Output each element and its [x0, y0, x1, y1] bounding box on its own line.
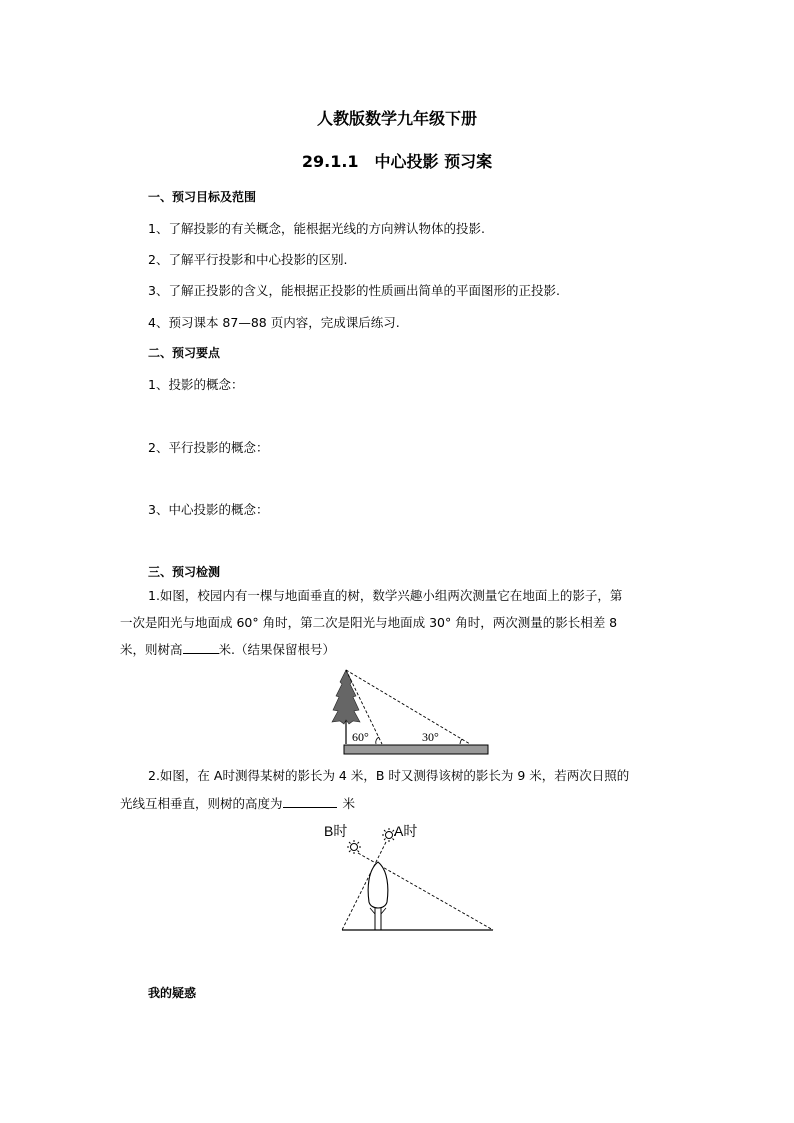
q1-line1: 1.如图，校园内有一棵与地面垂直的树，数学兴趣小组两次测量它在地面上的影子，第 [148, 588, 623, 603]
section2-heading: 二、预习要点 [148, 346, 221, 360]
objective-4: 4、预习课本 87—88 页内容，完成课后练习. [148, 315, 400, 330]
q1-line2: 一次是阳光与地面成 60° 角时，第二次是阳光与地面成 30° 角时，两次测量的影长相差 8 [120, 615, 618, 630]
tree-icon [368, 862, 388, 930]
lesson-title: 29.1.1 中心投影 预习案 [301, 152, 493, 171]
objective-1: 1、了解投影的有关概念，能根据光线的方向辨认物体的投影. [148, 221, 485, 236]
q2-line2 [120, 794, 355, 812]
q2-answer-blank[interactable] [283, 795, 337, 808]
sun-b-icon [347, 840, 361, 854]
figure-tree-shadows [330, 664, 495, 759]
label-a-time: A时 [394, 823, 418, 839]
keypoint-3: 3、中心投影的概念： [148, 502, 269, 517]
q2-text-post: 米 [342, 796, 356, 811]
document-title: 人教版数学九年级下册 [316, 109, 477, 128]
objective-2: 2、了解平行投影和中心投影的区别. [148, 252, 348, 267]
q2-text-pre: 光线互相垂直，则树的高度为 [120, 796, 283, 811]
figure-two-suns [324, 818, 498, 936]
q1-line3 [120, 640, 335, 658]
keypoint-2: 2、平行投影的概念： [148, 440, 269, 455]
ground [344, 745, 488, 754]
angle-label-60: 60° [352, 730, 369, 744]
angle-arc-60 [376, 737, 379, 744]
q1-answer-blank[interactable] [183, 641, 219, 654]
angle-label-30: 30° [422, 730, 439, 744]
section4-heading: 我的疑惑 [148, 986, 197, 1000]
q1-text-post: 米.（结果保留根号） [218, 642, 335, 657]
angle-arc-30 [460, 739, 462, 744]
section1-heading: 一、预习目标及范围 [148, 190, 257, 204]
q1-text-pre: 米，则树高 [120, 642, 183, 657]
q2-line1: 2.如图，在 A时测得某树的影长为 4 米，B 时又测得该树的影长为 9 米，若两次日照的 [148, 768, 630, 783]
keypoint-1: 1、投影的概念： [148, 377, 244, 392]
objective-3: 3、了解正投影的含义，能根据正投影的性质画出简单的平面图形的正投影. [148, 283, 560, 298]
section3-heading: 三、预习检测 [148, 565, 221, 579]
label-b-time: B时 [324, 823, 348, 839]
